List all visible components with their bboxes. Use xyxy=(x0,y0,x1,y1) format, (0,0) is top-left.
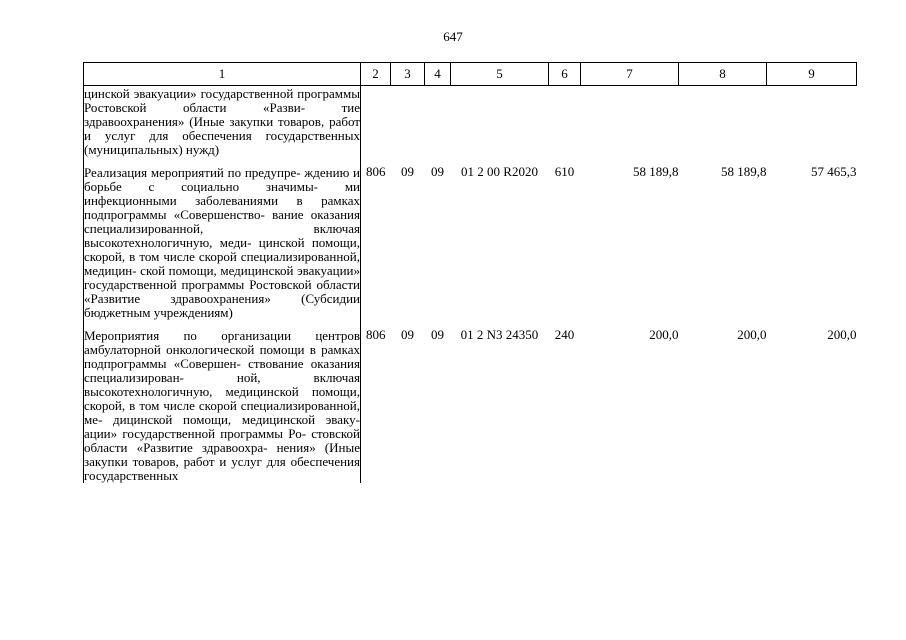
page-number: 647 xyxy=(443,29,463,44)
expense-type-code: 240 xyxy=(554,327,575,342)
amount-2020: 200,0 xyxy=(827,327,857,342)
amount-2018 xyxy=(581,86,679,158)
row-description: цинской эвакуации» государственной программы Ростовской области «Разви- тие здравоохранения» (Иные закупки товаров, работ и услуг для обеспечения государственных (муниципальных) нужд) xyxy=(84,86,360,157)
ministry-code xyxy=(361,86,391,158)
header-col-1: 1 xyxy=(84,63,361,86)
expense-type-code: 610 xyxy=(554,164,575,179)
header-col-2: 2 xyxy=(361,63,391,86)
section-code: 09 xyxy=(401,164,414,179)
target-article-code: 01 2 N3 24350 xyxy=(460,327,539,342)
header-col-3: 3 xyxy=(391,63,425,86)
subsection-code: 09 xyxy=(431,164,444,179)
amount-2020 xyxy=(767,86,857,158)
header-col-7: 7 xyxy=(581,63,679,86)
header-col-9: 9 xyxy=(767,63,857,86)
header-col-6: 6 xyxy=(549,63,581,86)
row-description: Мероприятия по организации центров амбулаторной онкологической помощи в рамках подпрограммы «Совершен- ствование оказания специализирован- ной, включая высокотехнологичную, медицинской помощи, скорой, в том числе скорой специализированной, ме- дицинской помощи, медицинской эваку- ации» государственной программы Ро- стовской области «Развитие здравоохра- нения» (Иные закупки товаров, работ и услуг для обеспечения государственных xyxy=(84,328,360,483)
amount-2019: 58 189,8 xyxy=(721,164,767,179)
target-article-code xyxy=(451,86,549,158)
header-col-8: 8 xyxy=(679,63,767,86)
header-col-4: 4 xyxy=(425,63,451,86)
amount-2018: 200,0 xyxy=(649,327,679,342)
ministry-code: 806 xyxy=(366,164,386,179)
table-row xyxy=(84,165,857,320)
target-article-code: 01 2 00 R2020 xyxy=(461,164,538,179)
budget-table xyxy=(83,62,857,483)
row-description: Реализация мероприятий по предупре- ждению и борьбе с социально значимы- ми инфекционными заболеваниями в рамках подпрограммы «Совершенство- вание оказания специализированной, включая высокотехнологичную, меди- цинской помощи, скорой, в том числе скорой специализированной, медицин- ской помощи, медицинской эвакуации» государственной программы Ростовской области «Развитие здравоохранения» (Субсидии бюджетным учреждениям) xyxy=(84,165,360,320)
amount-2020: 57 465,3 xyxy=(811,164,857,179)
amount-2019 xyxy=(679,86,767,158)
amount-2019: 200,0 xyxy=(737,327,767,342)
subsection-code: 09 xyxy=(431,327,444,342)
section-code: 09 xyxy=(401,327,414,342)
table-row xyxy=(84,86,857,158)
section-code xyxy=(391,86,425,158)
subsection-code xyxy=(425,86,451,158)
table-header-row xyxy=(84,63,857,86)
header-col-5: 5 xyxy=(451,63,549,86)
table-row xyxy=(84,328,857,483)
ministry-code: 806 xyxy=(366,327,386,342)
amount-2018: 58 189,8 xyxy=(633,164,679,179)
expense-type-code xyxy=(549,86,581,158)
